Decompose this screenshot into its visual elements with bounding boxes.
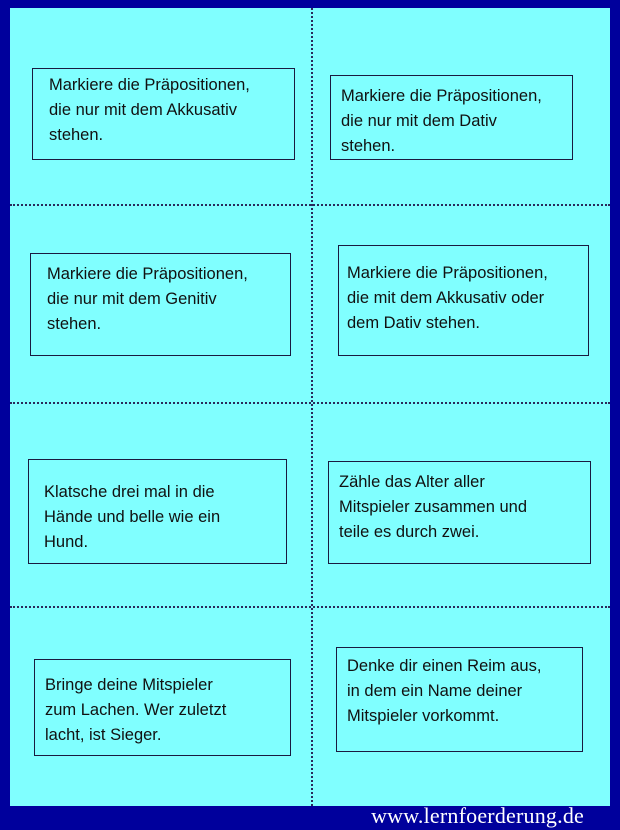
horizontal-cut-line-1 <box>10 204 610 206</box>
task-card-lachen: Bringe deine Mitspieler zum Lachen. Wer zuletzt lacht, ist Sieger. <box>34 659 291 756</box>
task-card-klatschen: Klatsche drei mal in die Hände und belle wie ein Hund. <box>28 459 287 564</box>
vertical-cut-line <box>311 8 313 806</box>
horizontal-cut-line-3 <box>10 606 610 608</box>
task-card-akkusativ-oder-dativ: Markiere die Präpositionen, die mit dem Akkusativ oder dem Dativ stehen. <box>338 245 589 356</box>
task-card-reim: Denke dir einen Reim aus, in dem ein Name deiner Mitspieler vorkommt. <box>336 647 583 752</box>
horizontal-cut-line-2 <box>10 402 610 404</box>
card-sheet <box>10 8 610 806</box>
task-card-akkusativ: Markiere die Präpositionen, die nur mit dem Akkusativ stehen. <box>32 68 295 160</box>
task-card-dativ: Markiere die Präpositionen, die nur mit dem Dativ stehen. <box>330 75 573 160</box>
task-card-genitiv: Markiere die Präpositionen, die nur mit dem Genitiv stehen. <box>30 253 291 356</box>
task-card-alter: Zähle das Alter aller Mitspieler zusammen und teile es durch zwei. <box>328 461 591 564</box>
footer-url: www.lernfoerderung.de <box>371 803 584 828</box>
